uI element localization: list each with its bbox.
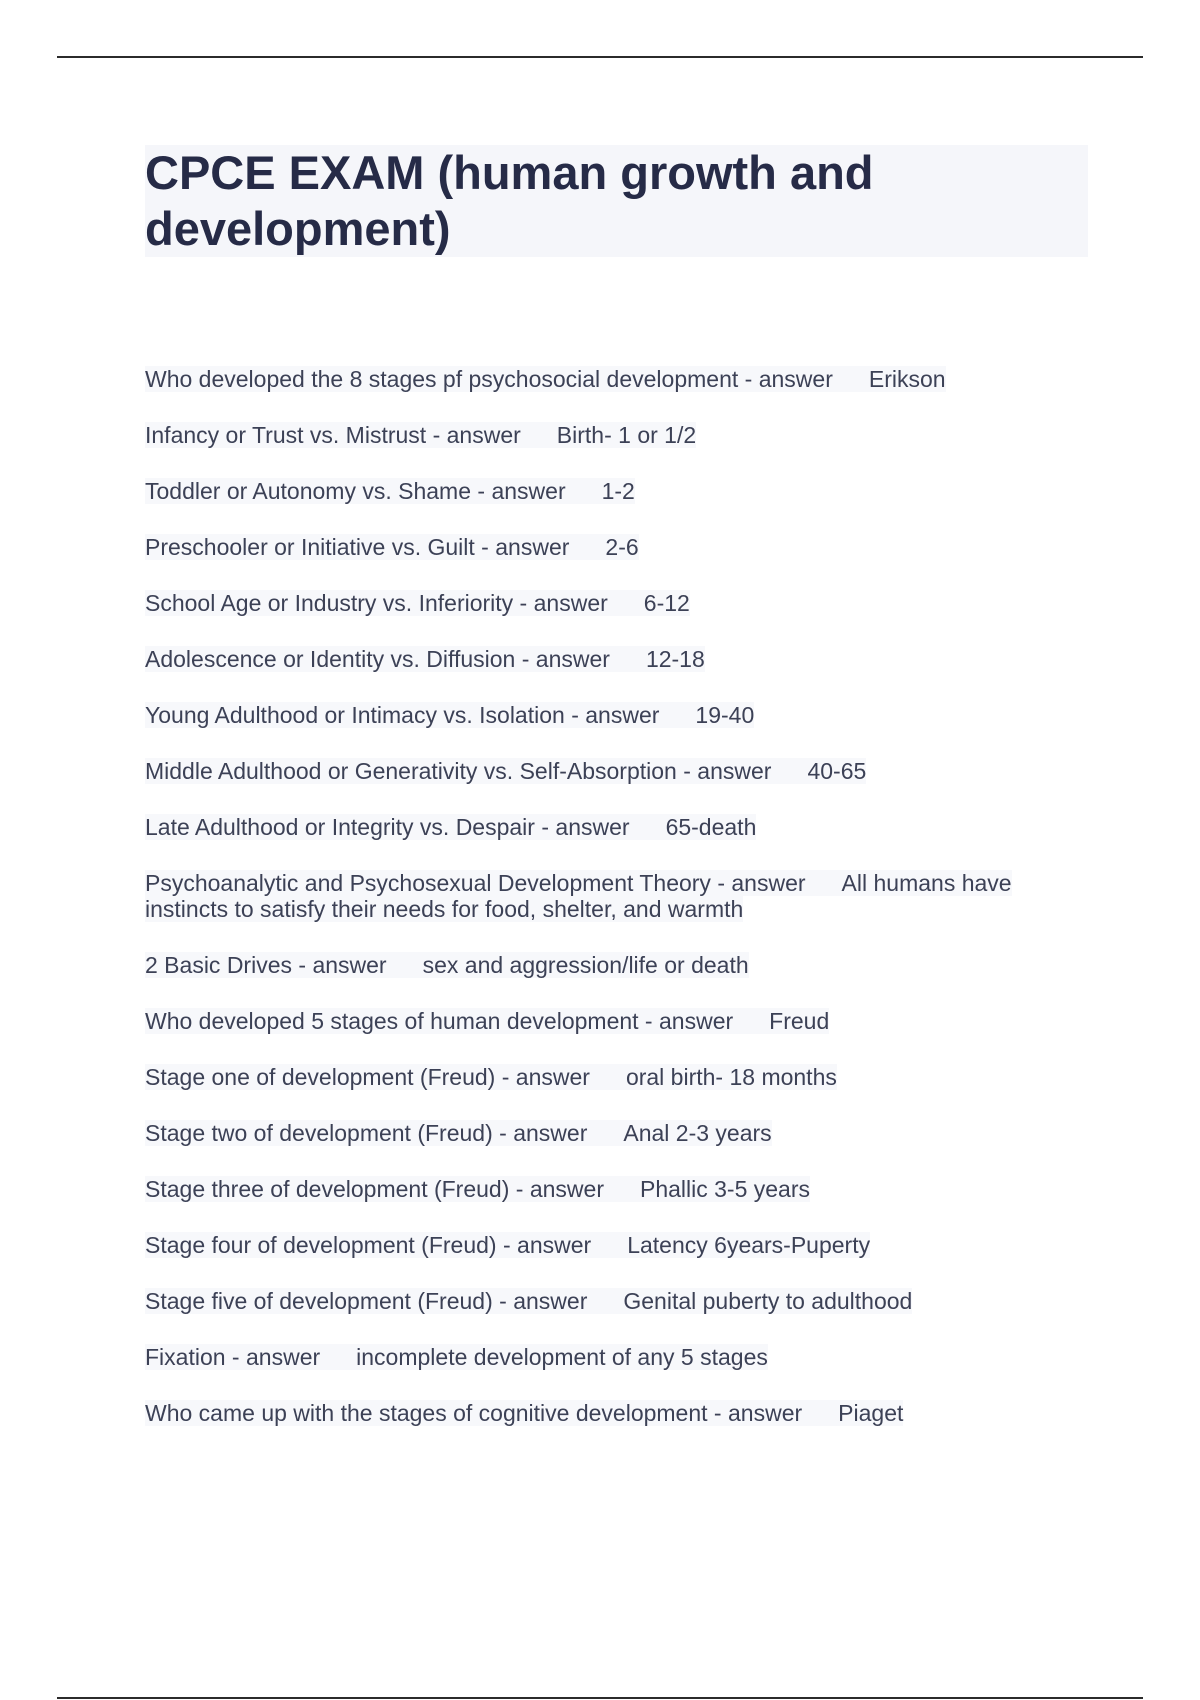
answer-text: All humans have instincts to satisfy their needs for food, shelter, and warmth — [145, 870, 1012, 922]
qa-item — [145, 952, 1090, 978]
question-text: Adolescence or Identity vs. Diffusion — [145, 646, 516, 672]
answer-text: Freud — [769, 1008, 830, 1034]
qa-item-text — [145, 422, 696, 448]
question-text: Infancy or Trust vs. Mistrust — [145, 422, 427, 448]
separator: - — [492, 1288, 514, 1314]
question-text: Middle Adulthood or Generativity vs. Self-Absorption — [145, 758, 677, 784]
question-text: Preschooler or Initiative vs. Guilt — [145, 534, 475, 560]
question-text: Toddler or Autonomy vs. Shame — [145, 478, 471, 504]
answer-text: 12-18 — [645, 646, 705, 672]
qa-item — [145, 646, 1090, 672]
answer-text: Piaget — [838, 1400, 904, 1426]
qa-item — [145, 758, 1090, 784]
answer-label: answer — [659, 1008, 734, 1034]
question-text: 2 Basic Drives — [145, 952, 292, 978]
qa-item-text — [145, 534, 639, 560]
answer-text: Anal 2-3 years — [623, 1120, 772, 1146]
qa-item-text — [145, 1400, 903, 1426]
separator: - — [426, 422, 447, 448]
answer-label: answer — [491, 478, 566, 504]
qa-item-text — [145, 702, 754, 728]
qa-item-text — [145, 1288, 912, 1314]
question-text: Who developed the 8 stages pf psychosocial development — [145, 366, 739, 392]
question-text: Stage four of development (Freud) — [145, 1232, 497, 1258]
answer-label: answer — [585, 702, 660, 728]
separator: - — [291, 952, 313, 978]
separator: - — [534, 814, 556, 840]
qa-item-text — [145, 478, 635, 504]
question-text: Stage one of development (Freud) — [145, 1064, 496, 1090]
question-text: Stage five of development (Freud) — [145, 1288, 493, 1314]
answer-label: answer — [495, 534, 570, 560]
qa-item-text — [145, 1176, 810, 1202]
answer-text: Latency 6years-Puperty — [627, 1232, 871, 1258]
separator: - — [515, 646, 536, 672]
question-text: Who developed 5 stages of human development — [145, 1008, 639, 1034]
qa-item-text — [145, 590, 690, 616]
separator: - — [707, 1400, 728, 1426]
qa-item-text — [145, 366, 946, 392]
separator: - — [564, 702, 586, 728]
footer-rule — [57, 1697, 1143, 1699]
qa-item — [145, 1232, 1090, 1258]
qa-item — [145, 366, 1090, 392]
separator: - — [471, 478, 492, 504]
qa-item — [145, 1400, 1090, 1426]
separator: - — [710, 870, 732, 896]
separator: - — [638, 1008, 659, 1034]
question-text: School Age or Industry vs. Inferiority — [145, 590, 514, 616]
answer-text: Erikson — [868, 366, 946, 392]
qa-item-text — [145, 870, 1012, 922]
header-rule — [57, 56, 1143, 58]
separator: - — [225, 1344, 246, 1370]
qa-item-text — [145, 1008, 829, 1034]
question-text: Who came up with the stages of cognitive development — [145, 1400, 708, 1426]
qa-item-text — [145, 758, 866, 784]
qa-item — [145, 1064, 1090, 1090]
answer-text: sex and aggression/life or death — [422, 952, 749, 978]
separator: - — [509, 1176, 530, 1202]
answer-text: incomplete development of any 5 stages — [356, 1344, 768, 1370]
qa-item — [145, 534, 1090, 560]
answer-label: answer — [246, 1344, 321, 1370]
qa-item — [145, 702, 1090, 728]
qa-item-text — [145, 1232, 870, 1258]
answer-text: 6-12 — [643, 590, 690, 616]
answer-text: oral birth- 18 months — [625, 1064, 837, 1090]
question-text: Stage three of development (Freud) — [145, 1176, 510, 1202]
question-text: Fixation — [145, 1344, 226, 1370]
qa-item-text — [145, 952, 749, 978]
qa-item-text — [145, 814, 756, 840]
qa-list — [145, 366, 1090, 1456]
qa-item-text — [145, 1344, 768, 1370]
qa-item — [145, 1288, 1090, 1314]
qa-item — [145, 1176, 1090, 1202]
answer-label: answer — [513, 1120, 588, 1146]
answer-text: 65-death — [665, 814, 757, 840]
answer-label: answer — [513, 1288, 588, 1314]
qa-item — [145, 1120, 1090, 1146]
separator: - — [496, 1232, 518, 1258]
answer-label: answer — [555, 814, 630, 840]
answer-label: answer — [515, 1064, 590, 1090]
qa-item-text — [145, 1064, 837, 1090]
qa-item — [145, 1344, 1090, 1370]
qa-item — [145, 814, 1090, 840]
separator: - — [492, 1120, 514, 1146]
qa-item-text — [145, 1120, 772, 1146]
answer-label: answer — [529, 1176, 604, 1202]
page-title: CPCE EXAM (human growth and development) — [145, 146, 874, 255]
question-text: Late Adulthood or Integrity vs. Despair — [145, 814, 535, 840]
answer-text: Birth- 1 or 1/2 — [556, 422, 697, 448]
qa-item — [145, 1008, 1090, 1034]
answer-label: answer — [517, 1232, 592, 1258]
qa-item — [145, 422, 1090, 448]
qa-item — [145, 590, 1090, 616]
question-text: Stage two of development (Freud) — [145, 1120, 493, 1146]
answer-label: answer — [731, 870, 806, 896]
answer-text: 19-40 — [695, 702, 755, 728]
answer-label: answer — [446, 422, 521, 448]
answer-label: answer — [697, 758, 772, 784]
answer-label: answer — [758, 366, 833, 392]
answer-text: 2-6 — [605, 534, 639, 560]
answer-label: answer — [535, 646, 610, 672]
answer-label: answer — [533, 590, 608, 616]
separator: - — [513, 590, 534, 616]
separator: - — [474, 534, 496, 560]
answer-label: answer — [728, 1400, 803, 1426]
answer-text: 40-65 — [807, 758, 867, 784]
qa-item — [145, 478, 1090, 504]
separator: - — [676, 758, 698, 784]
separator: - — [738, 366, 759, 392]
answer-text: 1-2 — [601, 478, 635, 504]
separator: - — [495, 1064, 516, 1090]
answer-text: Genital puberty to adulthood — [623, 1288, 913, 1314]
question-text: Psychoanalytic and Psychosexual Development Theory — [145, 870, 711, 896]
qa-item — [145, 870, 1090, 922]
qa-item-text — [145, 646, 705, 672]
answer-text: Phallic 3-5 years — [639, 1176, 811, 1202]
answer-label: answer — [312, 952, 387, 978]
question-text: Young Adulthood or Intimacy vs. Isolation — [145, 702, 565, 728]
